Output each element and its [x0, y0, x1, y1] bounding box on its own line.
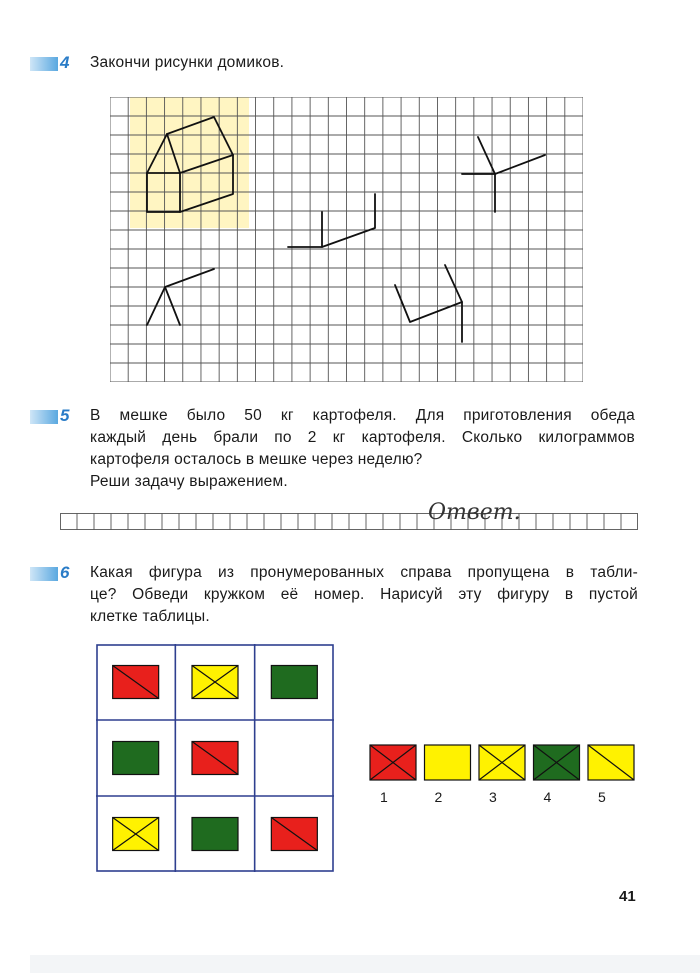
- option-number-5: 5: [598, 789, 606, 805]
- figure-red-diagonal: [113, 666, 159, 699]
- option-number-3: 3: [489, 789, 497, 805]
- task-6-line: клетке таблицы.: [90, 608, 210, 625]
- figure-yellow-plain: [425, 745, 471, 780]
- figure-green-plain: [271, 666, 317, 699]
- task-4-text: Закончи рисунки домиков.: [90, 54, 285, 71]
- task-4-number: 4: [60, 53, 70, 72]
- figure-red-cross: [370, 745, 416, 780]
- figure-green-cross: [534, 745, 580, 780]
- task-4-marker-icon: [30, 57, 58, 71]
- task-6-text: [90, 562, 638, 628]
- task-5-line: Реши задачу выражением.: [90, 473, 288, 490]
- task-5-line: каждый день брали по 2 кг картофеля. Сколько килограммов: [90, 429, 635, 446]
- answer-label: Ответ.: [428, 500, 521, 525]
- figure-green-plain: [192, 818, 238, 851]
- pattern-table: [96, 644, 334, 872]
- task-5-text: [90, 405, 635, 493]
- task-5-line: В мешке было 50 кг картофеля. Для приготовления обеда: [90, 407, 635, 424]
- figure-red-diagonal: [271, 818, 317, 851]
- option-number-1: 1: [380, 789, 388, 805]
- figure-yellow-diagonal: [588, 745, 634, 780]
- figure-yellow-cross: [192, 666, 238, 699]
- answer-cells[interactable]: [60, 513, 638, 530]
- task-5-marker-icon: [30, 410, 58, 424]
- figure-green-plain: [113, 742, 159, 775]
- page-bottom-band: [30, 955, 700, 973]
- houses-grid[interactable]: [110, 97, 583, 382]
- task-5-number: 5: [60, 406, 70, 425]
- page-number: 41: [619, 888, 636, 905]
- figure-yellow-cross: [113, 818, 159, 851]
- answer-options[interactable]: [368, 740, 643, 785]
- task-6-marker-icon: [30, 567, 58, 581]
- task-5-line: картофеля осталось в мешке через неделю?: [90, 451, 423, 468]
- figure-yellow-cross: [479, 745, 525, 780]
- option-number-4: 4: [543, 789, 552, 805]
- task-6-number: 6: [60, 563, 70, 582]
- task-6-line: Какая фигура из пронумерованных справа пропущена в табли-: [90, 564, 638, 581]
- figure-red-diagonal: [192, 742, 238, 775]
- task-6-line: це? Обведи кружком её номер. Нарисуй эту фигуру в пустой: [90, 586, 638, 603]
- option-number-2: 2: [434, 789, 443, 805]
